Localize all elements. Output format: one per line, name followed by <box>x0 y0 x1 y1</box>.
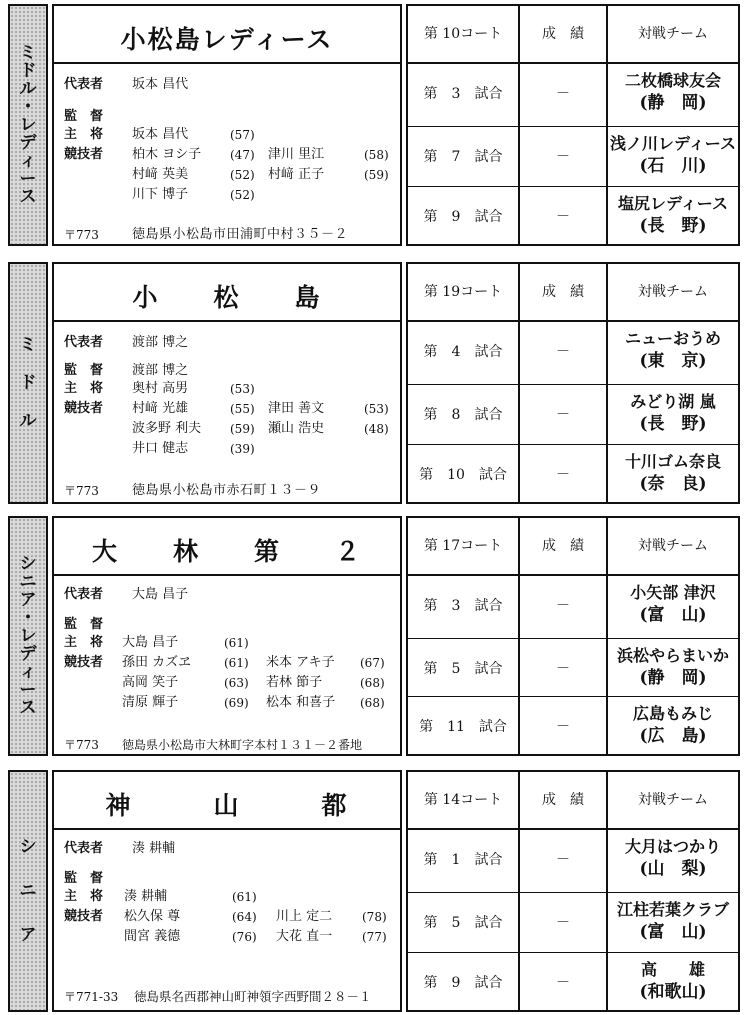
players-label: 競技者 <box>64 401 104 416</box>
opponent <box>608 70 738 114</box>
team-name-box <box>54 6 400 64</box>
opponent-prefecture: (奈 良) <box>639 474 707 494</box>
player-name: 川上 定二 <box>276 909 333 924</box>
match-row <box>408 64 738 124</box>
player-name: 若林 節子 <box>266 675 323 690</box>
representative-name: 湊 耕輔 <box>132 841 176 856</box>
player-name: 松本 和喜子 <box>266 695 336 710</box>
players-label: 競技者 <box>64 147 104 162</box>
match-number: 第 10 試合 <box>419 467 507 483</box>
address: 徳島県小松島市大林町字本村１３１－２番地 <box>122 738 363 752</box>
opponent <box>608 836 738 880</box>
player-name: 瀬山 浩史 <box>268 421 325 436</box>
player-age: (59) <box>230 422 255 436</box>
address: 徳島県名西郡神山町神領字西野間２８－１ <box>134 989 372 1004</box>
match-result: － <box>556 915 570 931</box>
opponent-team: 高 雄 <box>640 960 705 979</box>
match-result: － <box>556 86 570 102</box>
team-info <box>52 262 402 504</box>
match-number: 第 5 試合 <box>423 915 503 931</box>
player-name: 奥村 高男 <box>132 381 189 396</box>
match-number: 第 9 試合 <box>423 975 503 991</box>
representative-label: 代表者 <box>64 841 104 856</box>
match-number: 第 3 試合 <box>423 598 503 614</box>
player-name: 津田 善文 <box>268 401 325 416</box>
player-age: (61) <box>232 890 257 904</box>
opponent-prefecture: (山 梨) <box>639 859 707 879</box>
team-info <box>52 4 402 246</box>
court-number: 第 17コート <box>423 538 503 554</box>
player-name: 間宮 義德 <box>124 929 181 944</box>
team-name-box <box>54 264 400 322</box>
representative-name: 坂本 昌代 <box>132 77 189 92</box>
opponent <box>608 582 738 626</box>
player-name: 大花 直一 <box>276 929 333 944</box>
opponent-team: 小矢部 津沢 <box>630 583 716 602</box>
match-number: 第 7 試合 <box>423 149 503 165</box>
opponent <box>608 645 738 689</box>
representative-name: 大島 昌子 <box>132 587 189 602</box>
player-age: (59) <box>364 168 389 182</box>
match-row <box>408 322 738 382</box>
opponent-team: 塩尻レディース <box>618 194 728 213</box>
player-name: 柏木 ヨシ子 <box>132 147 202 162</box>
opponent-team: みどり湖 嵐 <box>630 392 716 411</box>
player-age: (53) <box>364 402 389 416</box>
player-age: (47) <box>230 148 255 162</box>
court-number: 第 14コート <box>423 792 503 808</box>
player-age: (58) <box>364 148 389 162</box>
match-number: 第 9 試合 <box>423 209 503 225</box>
match-number: 第 3 試合 <box>423 86 503 102</box>
opponent <box>608 133 738 177</box>
match-result: － <box>556 149 570 165</box>
player-age: (64) <box>232 910 257 924</box>
result-header: 成 績 <box>542 538 584 554</box>
category-label: シ ニ ア <box>8 770 48 1012</box>
opponent-prefecture: (富 山) <box>639 605 707 625</box>
player-age: (53) <box>230 382 255 396</box>
player-name: 湊 耕輔 <box>124 889 168 904</box>
court-number: 第 10コート <box>423 26 503 42</box>
opponent-prefecture: (静 岡) <box>639 93 707 113</box>
result-header: 成 績 <box>542 26 584 42</box>
team-name-box <box>54 772 400 830</box>
player-name: 井口 健志 <box>132 441 189 456</box>
opponent-team: 十川ゴム奈良 <box>624 452 721 471</box>
coach-label: 監 督 <box>64 871 104 886</box>
match-result: － <box>556 467 570 483</box>
result-header: 成 績 <box>542 792 584 808</box>
opponent-prefecture: (石 川) <box>639 156 707 176</box>
opponent-team: 大月はつかり <box>624 837 721 856</box>
player-name: 津川 里江 <box>268 147 325 162</box>
representative-label: 代表者 <box>64 77 104 92</box>
opponent <box>608 703 738 747</box>
team-name-box <box>54 518 400 576</box>
player-age: (77) <box>362 930 387 944</box>
player-age: (63) <box>224 676 249 690</box>
match-row <box>408 576 738 636</box>
player-age: (69) <box>224 696 249 710</box>
player-age: (52) <box>230 188 255 202</box>
opponent-prefecture: (長 野) <box>639 414 707 434</box>
match-row <box>408 830 738 890</box>
match-result: － <box>556 344 570 360</box>
entry-1 <box>8 4 740 246</box>
opponent-header: 対戦チーム <box>638 538 708 554</box>
players-label: 競技者 <box>64 655 104 670</box>
player-name: 大島 昌子 <box>122 635 179 650</box>
opponent-prefecture: (長 野) <box>639 216 707 236</box>
opponent-prefecture: (富 山) <box>639 922 707 942</box>
player-age: (57) <box>230 128 255 142</box>
player-age: (61) <box>224 656 249 670</box>
opponent-team: ニューおうめ <box>624 329 721 348</box>
opponent-prefecture: (和歌山) <box>639 982 707 1002</box>
postal-code: 〒773 <box>64 484 99 498</box>
team-name: 小松島レディース <box>120 25 334 54</box>
opponent-prefecture: (広 島) <box>639 726 707 746</box>
opponent <box>608 451 738 495</box>
team-info <box>52 770 402 1012</box>
player-name: 村﨑 正子 <box>268 167 325 182</box>
captain-label: 主 将 <box>64 889 104 904</box>
player-name: 坂本 昌代 <box>132 127 189 142</box>
postal-code: 〒773 <box>64 228 99 242</box>
match-row <box>408 952 738 1013</box>
opponent-header: 対戦チーム <box>638 26 708 42</box>
match-schedule <box>406 516 740 756</box>
opponent <box>608 328 738 372</box>
player-name: 米本 アキ子 <box>266 655 335 670</box>
player-name: 村﨑 光雄 <box>132 401 189 416</box>
match-schedule <box>406 770 740 1012</box>
team-name: 小 松 島 <box>132 283 322 312</box>
match-result: － <box>556 661 570 677</box>
representative-name: 渡部 博之 <box>132 335 189 350</box>
address: 徳島県小松島市田浦町中村３５－２ <box>132 227 349 242</box>
team-info <box>52 516 402 756</box>
coach-name: 渡部 博之 <box>132 363 189 378</box>
player-age: (48) <box>364 422 389 436</box>
entry-3 <box>8 516 740 756</box>
opponent <box>608 899 738 943</box>
postal-code: 〒771-33 <box>64 990 119 1004</box>
match-number: 第 11 試合 <box>419 719 507 735</box>
match-number: 第 4 試合 <box>423 344 503 360</box>
opponent-prefecture: (静 岡) <box>639 668 707 688</box>
match-row <box>408 696 738 757</box>
match-row <box>408 126 738 187</box>
match-result: － <box>556 407 570 423</box>
match-result: － <box>556 209 570 225</box>
captain-label: 主 将 <box>64 381 104 396</box>
player-age: (61) <box>224 636 249 650</box>
player-age: (76) <box>232 930 257 944</box>
player-name: 川下 博子 <box>132 187 189 202</box>
address: 徳島県小松島市赤石町１３－９ <box>132 483 322 498</box>
match-result: － <box>556 598 570 614</box>
opponent-prefecture: (東 京) <box>639 351 707 371</box>
opponent-team: 浜松やらまいか <box>616 646 729 665</box>
opponent <box>608 193 738 237</box>
match-schedule <box>406 262 740 504</box>
player-age: (78) <box>362 910 387 924</box>
match-result: － <box>556 852 570 868</box>
category-label: ミ ド ル <box>8 262 48 504</box>
opponent-team: 江柱若葉クラブ <box>616 900 729 919</box>
representative-label: 代表者 <box>64 587 104 602</box>
entry-4 <box>8 770 740 1012</box>
opponent-team: 広島もみじ <box>632 704 713 723</box>
player-name: 村﨑 英美 <box>132 167 189 182</box>
entry-2 <box>8 262 740 504</box>
player-age: (55) <box>230 402 255 416</box>
result-header: 成 績 <box>542 284 584 300</box>
category-label: ミ ド ル ・ レ デ ィ ー ス <box>8 4 48 246</box>
player-name: 波多野 利夫 <box>132 421 202 436</box>
opponent-header: 対戦チーム <box>638 284 708 300</box>
match-row <box>408 892 738 953</box>
coach-label: 監 督 <box>64 617 104 632</box>
player-name: 高岡 笑子 <box>122 675 179 690</box>
opponent <box>608 959 738 1003</box>
player-age: (39) <box>230 442 255 456</box>
match-number: 第 5 試合 <box>423 661 503 677</box>
match-number: 第 1 試合 <box>423 852 503 868</box>
team-name: 大 林 第 ２ <box>91 537 362 566</box>
match-row <box>408 384 738 445</box>
match-result: － <box>556 719 570 735</box>
representative-label: 代表者 <box>64 335 104 350</box>
player-age: (68) <box>360 696 385 710</box>
coach-label: 監 督 <box>64 109 104 124</box>
match-row <box>408 186 738 247</box>
postal-code: 〒773 <box>64 738 99 752</box>
player-age: (52) <box>230 168 255 182</box>
captain-label: 主 将 <box>64 635 104 650</box>
opponent-team: 浅ノ川レディース <box>610 134 736 153</box>
player-name: 孫田 カズヱ <box>122 655 192 670</box>
captain-label: 主 将 <box>64 127 104 142</box>
team-name: 神 山 都 <box>105 791 349 820</box>
match-row <box>408 444 738 505</box>
player-name: 清原 輝子 <box>122 695 179 710</box>
category-label: シ ニ ア ・ レ デ ィ ー ス <box>8 516 48 756</box>
player-name: 松久保 尊 <box>124 909 181 924</box>
match-result: － <box>556 975 570 991</box>
players-label: 競技者 <box>64 909 104 924</box>
court-number: 第 19コート <box>423 284 503 300</box>
opponent-team: 二枚橋球友会 <box>624 71 721 90</box>
opponent-header: 対戦チーム <box>638 792 708 808</box>
match-row <box>408 638 738 699</box>
match-schedule <box>406 4 740 246</box>
coach-label: 監 督 <box>64 363 104 378</box>
opponent <box>608 391 738 435</box>
match-number: 第 8 試合 <box>423 407 503 423</box>
player-age: (67) <box>360 656 385 670</box>
player-age: (68) <box>360 676 385 690</box>
